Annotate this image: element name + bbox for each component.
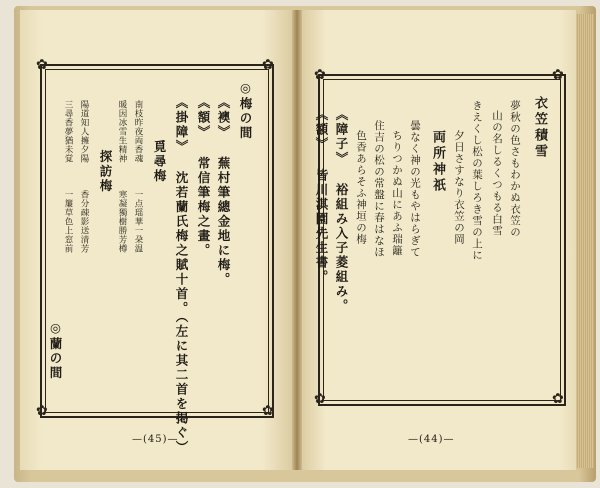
fitting-entry: 《額》 皆川淇園先生書。 <box>314 108 329 285</box>
corner-ornament-icon: ✿ <box>314 67 326 83</box>
poem-line: 香分疎影送清芳 <box>79 190 89 253</box>
poem-line: 一点瑶華一朶温 <box>133 190 143 253</box>
corner-ornament-icon: ✿ <box>314 391 326 407</box>
poem-heading: 覓尋梅 <box>152 140 167 184</box>
poem-line: ちりつかぬ山にあふ瑞籬 <box>391 130 403 257</box>
poem-line: 暖因冰雪生精神 <box>117 100 127 163</box>
corner-ornament-icon: ✿ <box>262 403 274 419</box>
fitting-entry: 《襖》 蕪村筆總金地に梅。 <box>216 96 231 287</box>
poem-line: 陽道知人擁夕陽 <box>79 100 89 163</box>
poem-line: 夢秋の色さもわかぬ衣笠の <box>509 100 521 238</box>
poem-line: きえくし松の葉しろき雪の上に <box>471 100 483 261</box>
poem-line: 山の名しるくつもる白雪 <box>491 110 503 237</box>
corner-ornament-icon: ✿ <box>552 67 564 83</box>
page-edges <box>576 14 594 468</box>
poem-heading: 探訪梅 <box>98 150 113 194</box>
corner-ornament-icon: ✿ <box>36 403 48 419</box>
page-number: —(44)— <box>408 434 455 445</box>
poem-line: 曇なく神の光もやはらぎて <box>409 120 421 258</box>
fitting-entry: 《額》 常信筆梅之畫。 <box>196 96 211 258</box>
poem-section-title: 衣笠積雪 <box>532 96 547 160</box>
poem-line: 住吉の松の常盤に春はなほ <box>373 120 385 258</box>
poem-line: 色香あらそふ神垣の梅 <box>355 130 367 245</box>
poem-line: 夕日さすなり衣笠の岡 <box>453 130 465 245</box>
room-heading: ◎梅の間 <box>238 80 253 141</box>
poem-line: 寒凝獨樹勝芳樽 <box>117 190 127 253</box>
poem-line: 三尋香夢猶未覚 <box>63 100 73 163</box>
fitting-entry: 《掛障》 沈若蘭氏梅之賦十首。（左に其二首を掲ぐ） <box>174 96 189 455</box>
page-number: —(45)— <box>132 434 179 445</box>
corner-ornament-icon: ✿ <box>262 57 274 73</box>
book-gutter <box>292 10 302 470</box>
corner-ornament-icon: ✿ <box>36 57 48 73</box>
poem-section-title: 両所神祇 <box>430 130 445 194</box>
corner-ornament-icon: ✿ <box>552 391 564 407</box>
room-heading: ◎蘭の間 <box>48 320 63 381</box>
poem-line: 一簾草色上窓前 <box>63 190 73 253</box>
fitting-entry: 《障子》 裕組み入子菱組み。 <box>334 108 349 314</box>
poem-line: 南枝昨夜両香魂 <box>133 100 143 163</box>
